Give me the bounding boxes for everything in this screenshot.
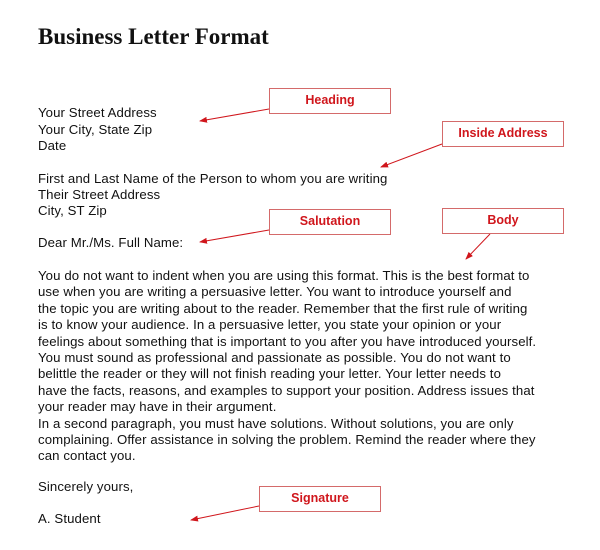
signature-label: Signature <box>259 486 381 512</box>
body-arrow <box>466 234 490 259</box>
body-line: belittle the reader or they will not finish reading your letter. Your letter needs to <box>38 366 502 382</box>
heading-label: Heading <box>269 88 391 114</box>
salutation-arrow <box>200 230 269 242</box>
inside-address-line: Their Street Address <box>38 187 161 202</box>
body-line: complaining. Offer assistance in solving the problem. Remind the reader where they <box>38 432 536 447</box>
signature-arrow <box>191 506 259 520</box>
body-line: feelings about something that is important to you after you have introduced yourself. <box>38 333 537 349</box>
inside-address-line: City, ST Zip <box>38 203 107 218</box>
page-title: Business Letter Format <box>38 24 269 49</box>
body-line: In a second paragraph, you must have solutions. Without solutions, you are only <box>38 415 514 431</box>
body-line: is to know your audience. In a persuasive letter, you state your opinion or your <box>38 317 502 333</box>
heading-line: Your Street Address <box>38 105 157 120</box>
closing: Sincerely yours, <box>38 479 134 494</box>
body-line: can contact you. <box>38 448 136 464</box>
heading-arrow <box>200 109 269 121</box>
body-line: use when you are writing a persuasive letter. You want to introduce yourself and <box>38 284 512 300</box>
heading-line: Date <box>38 138 67 153</box>
signature: A. Student <box>38 511 101 526</box>
body-label: Body <box>442 208 564 234</box>
inside-address-arrow <box>381 144 442 167</box>
heading-line: Your City, State Zip <box>38 122 153 137</box>
body-line: You must sound as professional and passionate as possible. You do not want to <box>38 350 511 365</box>
inside-address-line: First and Last Name of the Person to whom you are writing <box>38 171 388 186</box>
body-line: You do not want to indent when you are using this format. This is the best format to <box>38 268 530 283</box>
body-line: the topic you are writing about to the reader. Remember that the first rule of writing <box>38 300 528 316</box>
salutation-label: Salutation <box>269 209 391 235</box>
body-line: have the facts, reasons, and examples to support your position. Address issues that <box>38 382 535 398</box>
inside-address-label: Inside Address <box>442 121 564 147</box>
body-line: your reader may have in their argument. <box>38 399 277 415</box>
salutation: Dear Mr./Ms. Full Name: <box>38 235 184 250</box>
